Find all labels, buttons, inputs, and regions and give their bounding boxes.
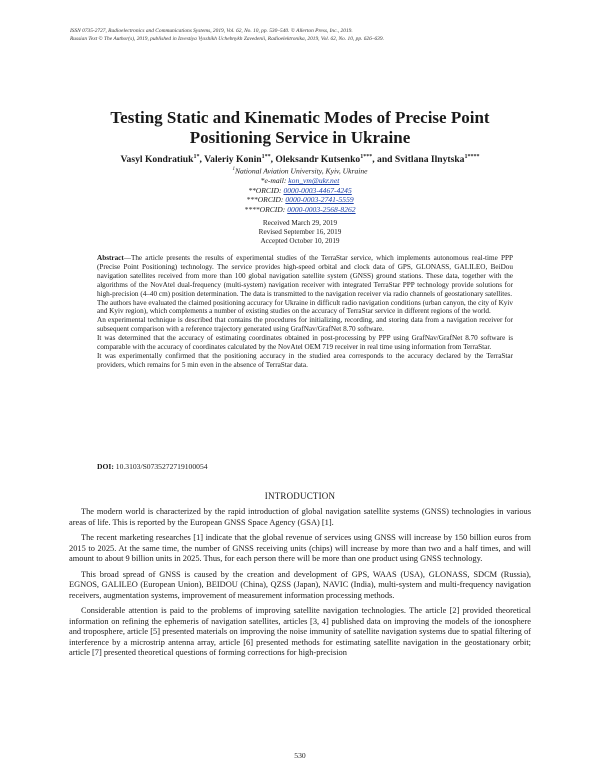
accepted-date: Accepted October 10, 2019 [260,237,340,245]
orcid-link[interactable]: 0000-0003-2741-5559 [285,195,354,205]
abstract-label: Abstract [97,254,124,262]
manuscript-dates [150,219,450,246]
body-paragraph: The recent marketing researches [1] indicate that the global revenue of services using GNSS will increase by 150 billion euros from 2015 to 2025. At the same time, the number of GNSS receiving units (chips) will increase by more than two and a half times, and will amount to about 9 billion units in 2025. Thus, for each person there will be more than one product using GNSS technology. [69,533,531,563]
revised-date: Revised September 16, 2019 [258,228,342,236]
doi-label: DOI: [97,462,114,471]
author-separator: , [270,154,276,166]
institution: National Aviation University, Kyiv, Ukraine [234,166,368,176]
abstract-paragraph: It was experimentally confirmed that the positioning accuracy in the studied area corresponds to the accuracy declared by the TerraStar providers, which remains for 5 min even in the absence of TerraStar data. [97,351,513,369]
orcid-link[interactable]: 0000-0003-4467-4245 [283,185,352,195]
author-separator: , [199,154,205,166]
orcid-link[interactable]: 0000-0003-2568-8262 [287,204,356,214]
author-name: Vasyl Kondratiuk [120,154,194,166]
journal-header [70,27,540,43]
doi-value[interactable]: 10.3103/S0735272719100054 [113,462,208,471]
body-paragraph: The modern world is characterized by the rapid introduction of global navigation satellite systems (GNSS) technologies in various areas of life. This is reported by the European GNSS Space Agency (GSA) [1]. [69,507,531,527]
title-line-1: Testing Static and Kinematic Modes of Precise Point [110,108,490,127]
author-marker: 1*** [360,154,373,160]
abstract [97,254,513,370]
abstract-paragraph: An experimental technique is described that contains the procedures for initializing, recording, and storing data from a navigation receiver for subsequent comparison with a reference trajectory generated using GrafNav/GrafNet 8.70 software. [97,316,513,334]
abstract-paragraph: The authors have evaluated the claimed positioning accuracy for Ukraine in difficult radio navigation conditions (urban canyon, the city of Kyiv and Kyiv region), which complements a number of existing studies on the accuracy of TerraStar service in different regions of the world. [97,298,513,316]
page-number: 530 [294,751,306,760]
author-marker: 1* [193,154,200,160]
orcid-label: ***ORCID: [246,195,286,205]
orcid-label: **ORCID: [248,185,284,195]
paper-title [60,108,540,148]
author-marker: 1**** [464,154,480,160]
header-line-1: ISSN 0735-2727, Radioelectronics and Communications Systems, 2019, Vol. 62, No. 10, pp. 530–540. © Allerton Press, Inc., 2019. [70,28,353,34]
author-name: Valeriy Konin [204,154,262,166]
body-paragraph: This broad spread of GNSS is caused by the creation and development of GPS, WAAS (USA), GLONASS, SDCM (Russia), EGNOS, GALILEO (European Union), BEIDOU (China), QZSS (Japan), NAVIC (India), multi-system and multi-frequency navigation receivers, augmentation systems, improvement of measurement information processing methods. [69,569,531,600]
orcid-line [100,186,500,196]
received-date: Received March 29, 2019 [262,219,338,227]
abstract-paragraph [97,254,513,299]
author-list [40,151,560,166]
affiliation-marker: 1 [232,167,235,172]
header-line-2: Russian Text © The Author(s), 2019, published in Izvestiya Vysshikh Uchebnykh Zavedenii, Radioelektronika, 2019, Vol. 62, No. 10, pp. 626–639. [70,36,384,42]
introduction-body [69,507,531,664]
author-separator: , and [372,154,395,166]
author-name: Oleksandr Kutsenko [275,154,361,166]
orcid-line [100,205,500,215]
orcid-label: ****ORCID: [244,204,288,214]
author-name: Svitlana Ilnytska [394,154,465,166]
abstract-paragraph: It was determined that the accuracy of estimating coordinates obtained in post-processing by PPP using GrafNav/GrafNet 8.70 software is comparable with the accuracy of coordinates calculated by the NovAtel OEM 719 receiver in real time using information from TerraStar. [97,334,513,352]
author-marker: 1** [261,154,271,160]
email-link[interactable]: kon_vm@ukr.net [288,176,340,186]
affiliation-block [100,165,500,214]
doi-line [97,462,513,472]
orcid-line [100,195,500,205]
body-paragraph: Considerable attention is paid to the problems of improving satellite navigation technologies. The article [2] provided theoretical information on refining the ephemeris of navigation satellites, articles [3, 4] published data on improving the models of the ionosphere and troposphere, article [5] presented materials on improving the noise immunity of satellite navigation systems due to spatial filtering of interference by a microstrip antenna array, article [6] presented methods for estimating satellite navigation in the geostationary orbit; article [7] presented theoretical questions of forming corrections for high-precision [69,606,531,657]
email-label: *e-mail: [260,176,289,186]
email-line [100,176,500,186]
institution-line [100,165,500,176]
abstract-text: —The article presents the results of experimental studies of the TerraStar service, which implements autonomous real-time PPP (Precise Point Positioning) technology. The service provides high-speed orbital and clock data of GPS, GLONASS, GALILEO, BeiDou navigation satellites received from more than 100 global navigation satellite system (GNSS) ground stations. These data, together with the algorithms of the NovAtel dual-frequency (multi-system) navigation receiver with integrated TerraStar PPP technology provide solutions for high-precision (4–40 cm) position determination. The data is transmitted to the navigation receiver via radio channels of geostationary satellites. [97,254,513,298]
section-heading: INTRODUCTION [264,491,336,501]
title-line-2: Positioning Service in Ukraine [189,128,411,147]
